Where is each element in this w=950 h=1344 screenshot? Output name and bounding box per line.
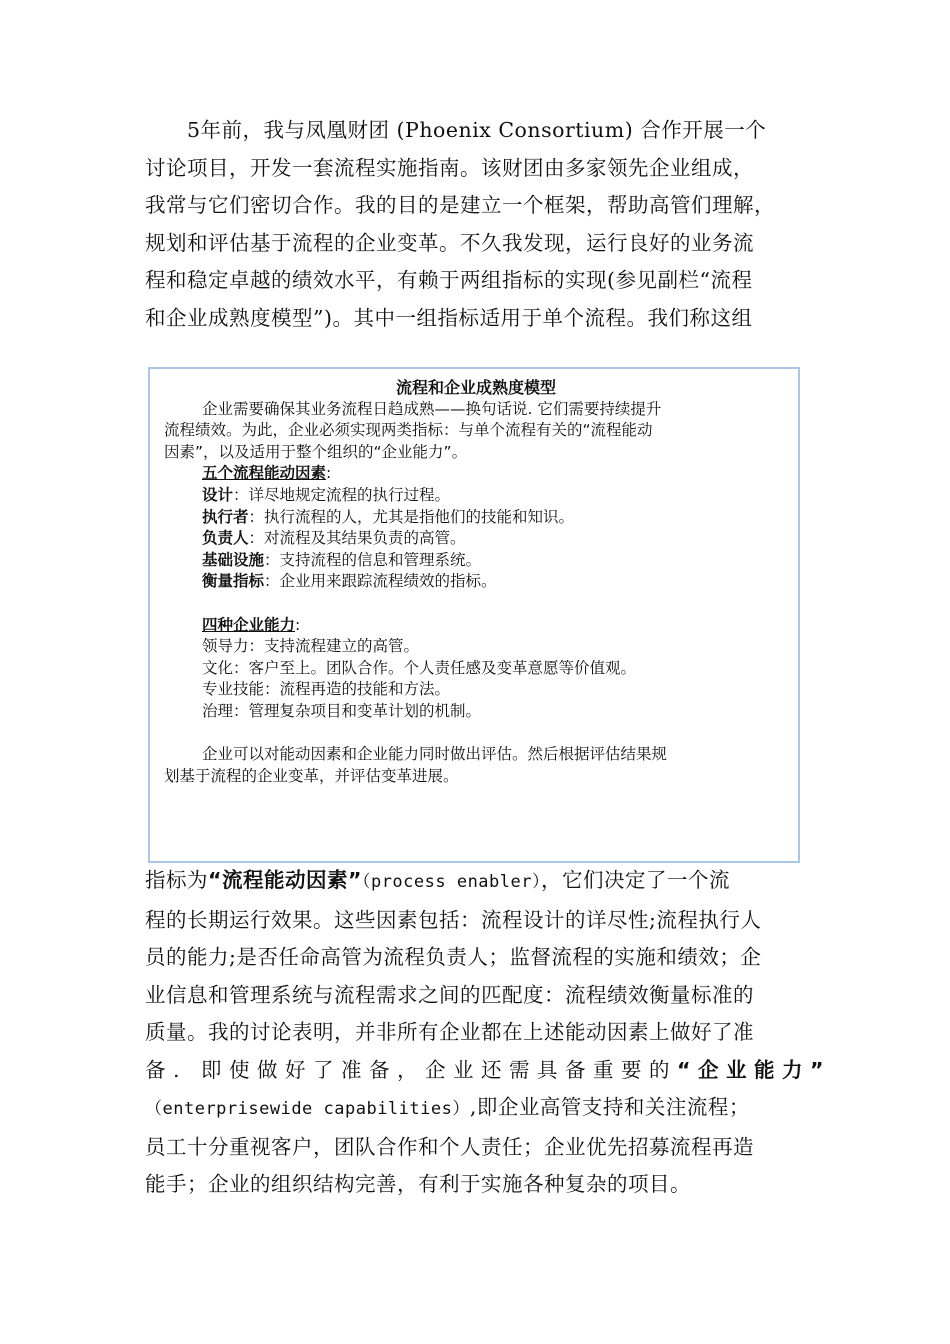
- sidebar-title: 流程和企业成熟度模型: [395, 378, 556, 397]
- enablers-heading-colon: :: [326, 464, 332, 483]
- paragraph-line: 我常与它们密切合作。我的目的是建立一个框架，帮助高管们理解，: [145, 193, 775, 217]
- paragraph-line: 员的能力;是否任命高管为流程负责人；监督流程的实施和绩效；企: [145, 945, 762, 969]
- sidebar-intro-line: 因素”，以及适用于整个组织的“企业能力”。: [164, 442, 468, 461]
- enabler-term: 衡量指标: [202, 572, 265, 591]
- capabilities-heading-colon: :: [295, 615, 301, 634]
- capability-item: 治理：管理复杂项目和变革计划的机制。: [202, 701, 482, 720]
- enabler-term: 基础设施: [202, 550, 265, 569]
- paragraph-line: [145, 1089, 825, 1129]
- enabler-item: [164, 571, 788, 593]
- paragraph-line: 质量。我的讨论表明，并非所有企业都在上述能动因素上做好了准: [145, 1020, 754, 1044]
- spacer: [164, 593, 788, 615]
- paragraph-line: [145, 862, 825, 902]
- enabler-desc: ：支持流程的信息和管理系统。: [264, 550, 482, 569]
- english-term: （process enabler）: [361, 872, 541, 892]
- capability-item: 文化：客户至上。团队合作。个人责任感及变革意愿等价值观。: [202, 658, 637, 677]
- text-run: 指标为: [145, 868, 208, 892]
- paragraph-line: 讨论项目，开发一套流程实施指南。该财团由多家领先企业组成，: [145, 155, 754, 180]
- enabler-item: [164, 507, 788, 529]
- paragraph-line: 规划和评估基于流程的企业变革。不久我发现，运行良好的业务流: [145, 230, 754, 255]
- english-term: （enterprisewide capabilities）: [145, 1099, 470, 1119]
- paragraph-line: 程和稳定卓越的绩效水平，有赖于两组指标的实现(参见副栏“流程: [145, 268, 753, 292]
- sidebar-box: [148, 367, 800, 863]
- paragraph-continued: [145, 862, 831, 1204]
- paragraph-intro: [145, 112, 825, 337]
- paragraph-line: 员工十分重视客户，团队合作和个人责任；企业优先招募流程再造: [145, 1134, 754, 1159]
- text-run: ，它们决定了一个流: [540, 868, 730, 892]
- enabler-desc: ：执行流程的人，尤其是指他们的技能和知识。: [248, 507, 575, 526]
- enablers-heading-row: [164, 463, 788, 485]
- spacer: [164, 723, 788, 745]
- paragraph-line: 和企业成熟度模型”)。其中一组指标适用于单个流程。我们称这组: [145, 305, 753, 330]
- enabler-item: [164, 528, 788, 550]
- enabler-term: 负责人: [202, 529, 249, 548]
- term-process-enabler: “流程能动因素”: [208, 868, 362, 892]
- capability-item: 领导力：支持流程建立的高管。: [202, 637, 420, 656]
- paragraph-line: 5年前，我与凤凰财团 (Phoenix Consortium) 合作开展一个: [187, 118, 767, 142]
- capability-item: 专业技能：流程再造的技能和方法。: [202, 680, 451, 699]
- sidebar-intro-line: 流程绩效。为此，企业必须实现两类指标：与单个流程有关的“流程能动: [164, 421, 653, 440]
- text-run: 备. 即使做好了准备，企业还需具备重要的: [145, 1057, 678, 1082]
- enabler-item: [164, 485, 788, 507]
- capabilities-heading: 四种企业能力: [202, 615, 296, 634]
- sidebar-intro-line: 企业需要确保其业务流程日趋成熟——换句话说. 它们需要持续提升: [202, 399, 662, 418]
- enabler-term: 设计: [202, 485, 234, 504]
- enabler-desc: ：详尽地规定流程的执行过程。: [233, 485, 451, 504]
- sidebar-closing-line: 划基于流程的企业变革，并评估变革进展。: [164, 766, 459, 785]
- enabler-desc: ：企业用来跟踪流程绩效的指标。: [264, 572, 497, 591]
- enabler-term: 执行者: [202, 507, 249, 526]
- enabler-item: [164, 550, 788, 572]
- capabilities-heading-row: [164, 615, 788, 637]
- paragraph-line: [145, 1052, 831, 1090]
- text-run: ,即企业高管支持和关注流程；: [469, 1095, 750, 1119]
- enablers-heading: 五个流程能动因素: [202, 464, 327, 483]
- paragraph-line: 程的长期运行效果。这些因素包括：流程设计的详尽性;流程执行人: [145, 907, 762, 932]
- paragraph-line: 业信息和管理系统与流程需求之间的匹配度：流程绩效衡量标准的: [145, 982, 754, 1007]
- enabler-desc: ：对流程及其结果负责的高管。: [248, 529, 466, 548]
- term-enterprise-capabilities: “企业能力”: [677, 1057, 831, 1082]
- paragraph-line: 能手；企业的组织结构完善，有利于实施各种复杂的项目。: [145, 1172, 691, 1196]
- sidebar-content: [164, 377, 788, 787]
- sidebar-closing-line: 企业可以对能动因素和企业能力同时做出评估。然后根据评估结果规: [202, 745, 668, 764]
